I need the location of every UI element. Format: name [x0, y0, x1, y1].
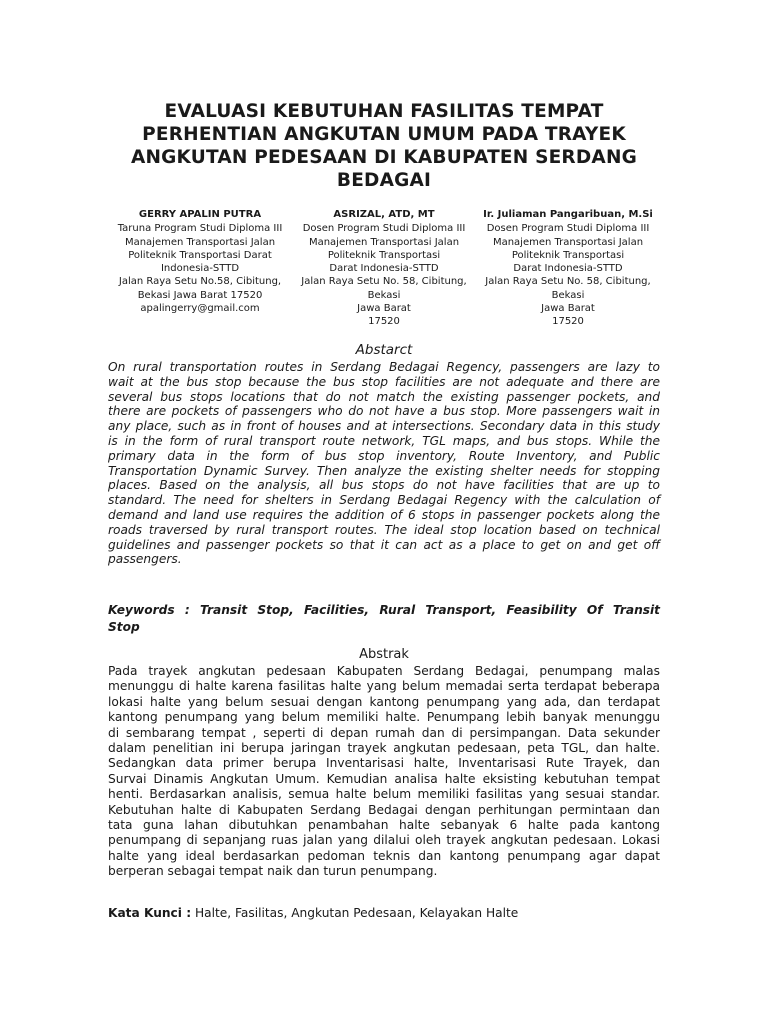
- affiliation-line: Manajemen Transportasi Jalan: [492, 236, 644, 248]
- author-1: [108, 208, 292, 329]
- abstract-en-body: [108, 360, 660, 567]
- address-line: Bekasi: [551, 289, 585, 301]
- address-line: Bekasi Jawa Barat 17520: [137, 289, 263, 301]
- abstract-id-body: [108, 664, 660, 880]
- address-line: Jalan Raya Setu No. 58, Cibitung,: [301, 276, 467, 288]
- address-line: Jalan Raya Setu No. 58, Cibitung,: [485, 276, 651, 288]
- abstract-id-line: Sedangkan data primer berupa Inventarisasi halte, Inventarisasi Rute Trayek, dan: [108, 756, 660, 771]
- keywords-id: [108, 905, 660, 921]
- abstract-en-line: On rural transportation routes in Serdang Bedagai Regency, passengers are lazy to: [108, 360, 660, 374]
- abstract-id-line: henti. Berdasarkan analisis, semua halte belum memiliki fasilitas yang sesuai standar.: [108, 787, 660, 802]
- title-line: ANGKUTAN PEDESAAN DI KABUPATEN SERDANG: [130, 147, 638, 168]
- keywords-en: [108, 602, 660, 636]
- address-line: Jalan Raya Setu No.58, Cibitung,: [118, 276, 282, 288]
- abstract-id-line: lokasi halte yang belum sesuai dengan kantong penumpang yang ada, dan terdapat: [108, 694, 660, 709]
- affiliation-line: Manajemen Transportasi Jalan: [124, 236, 276, 248]
- affiliation-line: Darat Indonesia-STTD: [513, 263, 623, 275]
- author-name: GERRY APALIN PUTRA: [138, 209, 262, 220]
- author-3: [476, 208, 660, 329]
- address-line: 17520: [552, 316, 584, 328]
- address-line: Bekasi: [367, 289, 401, 301]
- affiliation-line: Politeknik Transportasi: [327, 249, 441, 261]
- author-2: [292, 208, 476, 329]
- affiliation-line: Dosen Program Studi Diploma III: [486, 223, 650, 235]
- abstract-en-line: primary data in the form of bus stop inventory, Route Inventory, and Public: [108, 448, 660, 463]
- abstract-en-heading: Abstarct: [355, 342, 413, 358]
- abstract-en-line: roads traversed by rural transport routes. The ideal stop location based on technical: [108, 522, 660, 537]
- abstract-en-line: demand and land use requires the addition of 6 stops in passenger pockets along the: [108, 507, 660, 522]
- abstract-en-line: guidelines and passenger pockets so that it can act as a place to get on and get off: [108, 537, 660, 552]
- abstract-en-line: wait at the bus stop because the bus stop facilities are not adequate and there are: [108, 374, 660, 389]
- abstract-en-line: is in the form of rural transport route network, TGL maps, and bus stops. While the: [108, 433, 660, 448]
- affiliation-line: Indonesia-STTD: [160, 263, 240, 275]
- title-line: EVALUASI KEBUTUHAN FASILITAS TEMPAT: [164, 101, 604, 122]
- affiliation-line: Politeknik Transportasi: [511, 249, 625, 261]
- affiliation-line: Taruna Program Studi Diploma III: [117, 223, 283, 235]
- affiliation-line: Politeknik Transportasi Darat: [128, 249, 272, 261]
- abstract-id-heading: Abstrak: [359, 647, 409, 662]
- author-block: [108, 208, 660, 329]
- title-line: BEDAGAI: [336, 170, 432, 191]
- affiliation-line: Darat Indonesia-STTD: [329, 263, 439, 275]
- abstract-id-line: tata guna lahan dibutuhkan penambahan halte sebanyak 6 halte pada kantong: [108, 818, 660, 833]
- abstract-id-line: halte yang ideal berdasarkan pedoman teknis dan kantong penumpang agar dapat: [108, 848, 660, 863]
- paper-title: [95, 100, 673, 192]
- keywords-id-label: Kata Kunci :: [108, 906, 192, 920]
- keywords-en-line: Keywords : Transit Stop, Facilities, Rural Transport, Feasibility Of Transit: [108, 603, 660, 617]
- author-name: Ir. Juliaman Pangaribuan, M.Si: [483, 209, 653, 220]
- abstract-id-line: Kebutuhan halte di Kabupaten Serdang Bedagai dengan perhitungan permintaan dan: [108, 802, 660, 817]
- address-line: Jawa Barat: [357, 303, 411, 315]
- abstract-id-line: berperan sebagai tempat naik dan turun penumpang.: [108, 864, 438, 879]
- affiliation-line: Dosen Program Studi Diploma III: [302, 223, 466, 235]
- abstract-id-line: di sembarang tempat , seperti di depan rumah dan di persimpangan. Data sekunder: [108, 725, 660, 740]
- abstract-en-line: several bus stops locations that do not match the existing passenger pockets, and: [108, 389, 660, 404]
- affiliation-line: Manajemen Transportasi Jalan: [308, 236, 460, 248]
- abstract-id-line: menunggu di halte karena fasilitas halte yang belum memadai serta terdapat beberapa: [108, 679, 660, 694]
- keywords-en-line: Stop: [108, 620, 140, 634]
- author-email: apalingerry@gmail.com: [140, 303, 260, 315]
- abstract-id-line: penumpang di sepanjang ruas jalan yang dilalui oleh trayek angkutan pedesaan. Lokasi: [108, 833, 660, 848]
- abstract-en-line: passengers.: [108, 552, 182, 567]
- abstract-en-line: there are pockets of passengers who do not have a bus stop. More passengers wait in: [108, 404, 660, 419]
- abstract-id-line: Survai Dinamis Angkutan Umum. Kemudian analisa halte eksisting kebutuhan tempat: [108, 771, 660, 786]
- keywords-id-text: Halte, Fasilitas, Angkutan Pedesaan, Kelayakan Halte: [191, 906, 519, 920]
- address-line: 17520: [368, 316, 400, 328]
- author-name: ASRIZAL, ATD, MT: [333, 209, 435, 220]
- title-line: PERHENTIAN ANGKUTAN UMUM PADA TRAYEK: [142, 124, 626, 145]
- abstract-en-line: Transportation Dynamic Survey. Then analyze the existing shelter needs for stopping: [108, 463, 660, 478]
- abstract-en-line: any place, such as in front of houses and at intersections. Secondary data in this study: [108, 419, 660, 434]
- address-line: Jawa Barat: [541, 303, 595, 315]
- abstract-en-line: places. Based on the analysis, all bus stops do not have facilities that are up to: [108, 478, 660, 493]
- abstract-id-line: Pada trayek angkutan pedesaan Kabupaten Serdang Bedagai, penumpang malas: [108, 664, 660, 678]
- abstract-id-line: dalam penelitian ini berupa jaringan trayek angkutan pedesaan, peta TGL, dan halte.: [108, 741, 660, 756]
- abstract-en-line: standard. The need for shelters in Serdang Bedagai Regency with the calculation of: [108, 493, 660, 508]
- abstract-id-line: kantong penumpang yang belum memiliki halte. Penumpang lebih banyak menunggu: [108, 710, 660, 725]
